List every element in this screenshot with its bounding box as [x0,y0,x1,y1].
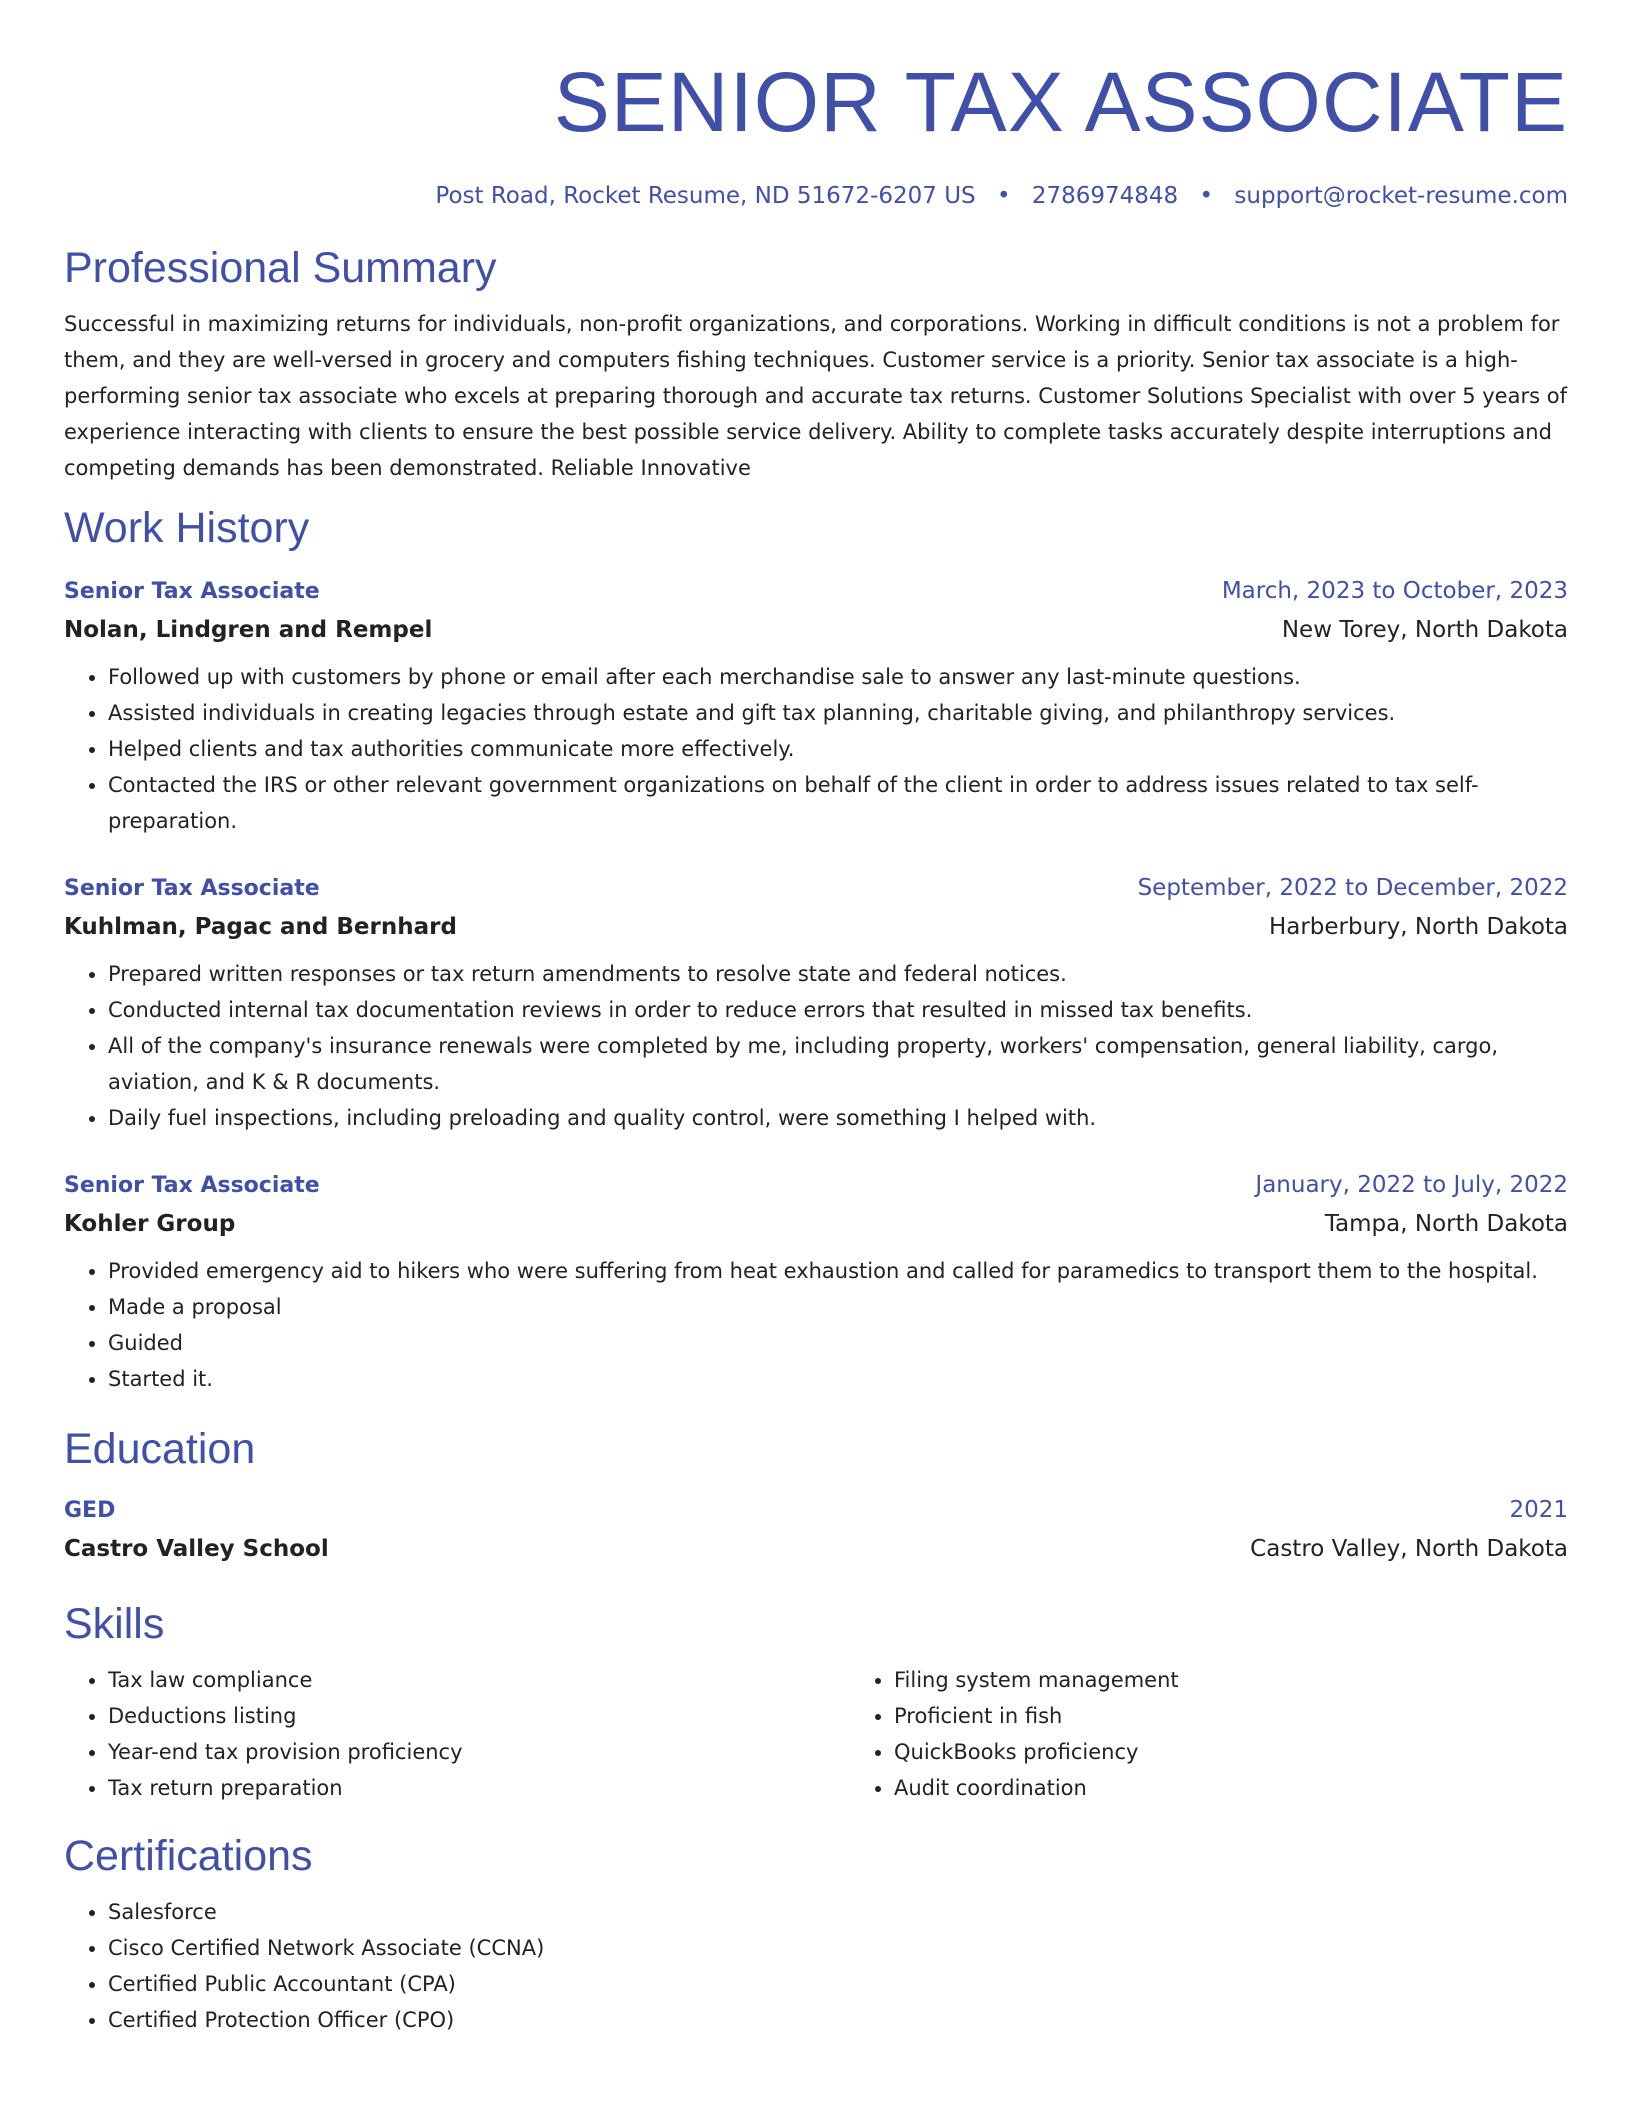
job-company-row [64,611,1568,649]
job-header-row [64,1166,1568,1205]
job-company: Kuhlman, Pagac and Bernhard [64,914,457,940]
job-bullet: • Helped clients and tax authorities communicate more effectively. [108,731,1568,767]
skills-list-left [64,1662,850,1806]
job-header-row [64,572,1568,611]
certification-item: • Salesforce [108,1894,1568,1930]
summary-text: Successful in maximizing returns for individuals, non-profit organizations, and corporations. Working in difficult conditions is not a problem for them, and they are well-versed in grocery and computers fishing techniques. Customer service is a priority. Senior tax associate is a high-performing senior tax associate who excels at preparing thorough and accurate tax returns. Customer Solutions Specialist with over 5 years of experience interacting with clients to ensure the best possible service delivery. Ability to complete tasks accurately despite interruptions and competing demands has been demonstrated. Reliable Innovative [64,312,1567,480]
education-section [64,1423,1568,1568]
education-school-row [64,1530,1568,1568]
job-bullets [64,956,1568,1136]
education-header-row [64,1491,1568,1530]
skill-item: • Proficient in fish [894,1698,1632,1734]
certifications-list [64,1894,1568,2038]
section-title-education: Education [64,1425,256,1473]
education-year: 2021 [1509,1497,1568,1523]
job-bullet: • Conducted internal tax documentation reviews in order to reduce errors that resulted in missed tax benefits. [108,992,1568,1028]
job-company-row [64,908,1568,946]
certification-item: • Certified Protection Officer (CPO) [108,2002,1568,2038]
section-title-work-history: Work History [64,504,310,552]
skill-item: • Audit coordination [894,1770,1632,1806]
job-entry [64,1166,1568,1397]
job-header-row [64,869,1568,908]
job-location: New Torey, North Dakota [1281,617,1568,643]
job-dates: September, 2022 to December, 2022 [1137,875,1568,901]
job-bullet: • Started it. [108,1361,1568,1397]
education-entry [64,1491,1568,1568]
contact-phone: 2786974848 [1031,183,1179,209]
certifications-section [64,1830,1568,2038]
job-bullet: • Guided [108,1325,1568,1361]
resume-header [64,0,1568,212]
job-bullet: • All of the company's insurance renewals were completed by me, including property, workers' compensation, general liability, cargo, aviation, and K & R documents. [108,1028,1568,1100]
education-location: Castro Valley, North Dakota [1250,1536,1568,1562]
certification-item: • Certified Public Accountant (CPA) [108,1966,1568,2002]
skills-section [64,1598,1568,1806]
section-title-skills: Skills [64,1600,165,1648]
job-dates: March, 2023 to October, 2023 [1221,578,1568,604]
job-company: Nolan, Lindgren and Rempel [64,617,433,643]
summary-section [64,242,1568,486]
contact-separator: • [996,183,1011,209]
contact-email: support@rocket-resume.com [1234,183,1568,209]
job-entry [64,869,1568,1136]
job-company: Kohler Group [64,1211,236,1237]
skill-item: • Filing system management [894,1662,1632,1698]
skill-item: • Tax law compliance [108,1662,850,1698]
section-title-summary: Professional Summary [64,244,497,292]
skill-item: • Deductions listing [108,1698,850,1734]
job-location: Tampa, North Dakota [1324,1211,1568,1237]
skills-columns [64,1662,1568,1806]
job-dates: January, 2022 to July, 2022 [1255,1172,1568,1198]
skill-item: • Year-end tax provision proficiency [108,1734,850,1770]
skill-item: • Tax return preparation [108,1770,850,1806]
section-title-certifications: Certifications [64,1832,313,1880]
education-degree: GED [64,1498,116,1523]
contact-line [64,180,1568,212]
skill-item: • QuickBooks proficiency [894,1734,1632,1770]
job-bullet: • Prepared written responses or tax return amendments to resolve state and federal notices. [108,956,1568,992]
job-bullets [64,659,1568,839]
job-company-row [64,1205,1568,1243]
resume-name: SENIOR TAX ASSOCIATE [553,55,1568,149]
skills-list-right [850,1662,1632,1806]
work-history-section [64,502,1568,1397]
job-bullet: • Provided emergency aid to hikers who were suffering from heat exhaustion and called for paramedics to transport them to the hospital. [108,1253,1568,1289]
job-location: Harberbury, North Dakota [1268,914,1568,940]
certification-item: • Cisco Certified Network Associate (CCNA) [108,1930,1568,1966]
contact-address: Post Road, Rocket Resume, ND 51672-6207 US [435,183,976,209]
job-bullets [64,1253,1568,1397]
contact-separator: • [1199,183,1214,209]
job-entry [64,572,1568,839]
job-role: Senior Tax Associate [64,1173,320,1198]
job-bullet: • Made a proposal [108,1289,1568,1325]
job-bullet: • Followed up with customers by phone or email after each merchandise sale to answer any last-minute questions. [108,659,1568,695]
job-role: Senior Tax Associate [64,579,320,604]
job-bullet: • Daily fuel inspections, including preloading and quality control, were something I helped with. [108,1100,1568,1136]
education-school: Castro Valley School [64,1536,329,1562]
job-bullet: • Contacted the IRS or other relevant government organizations on behalf of the client in order to address issues related to tax self-preparation. [108,767,1568,839]
job-bullet: • Assisted individuals in creating legacies through estate and gift tax planning, charitable giving, and philanthropy services. [108,695,1568,731]
job-role: Senior Tax Associate [64,876,320,901]
